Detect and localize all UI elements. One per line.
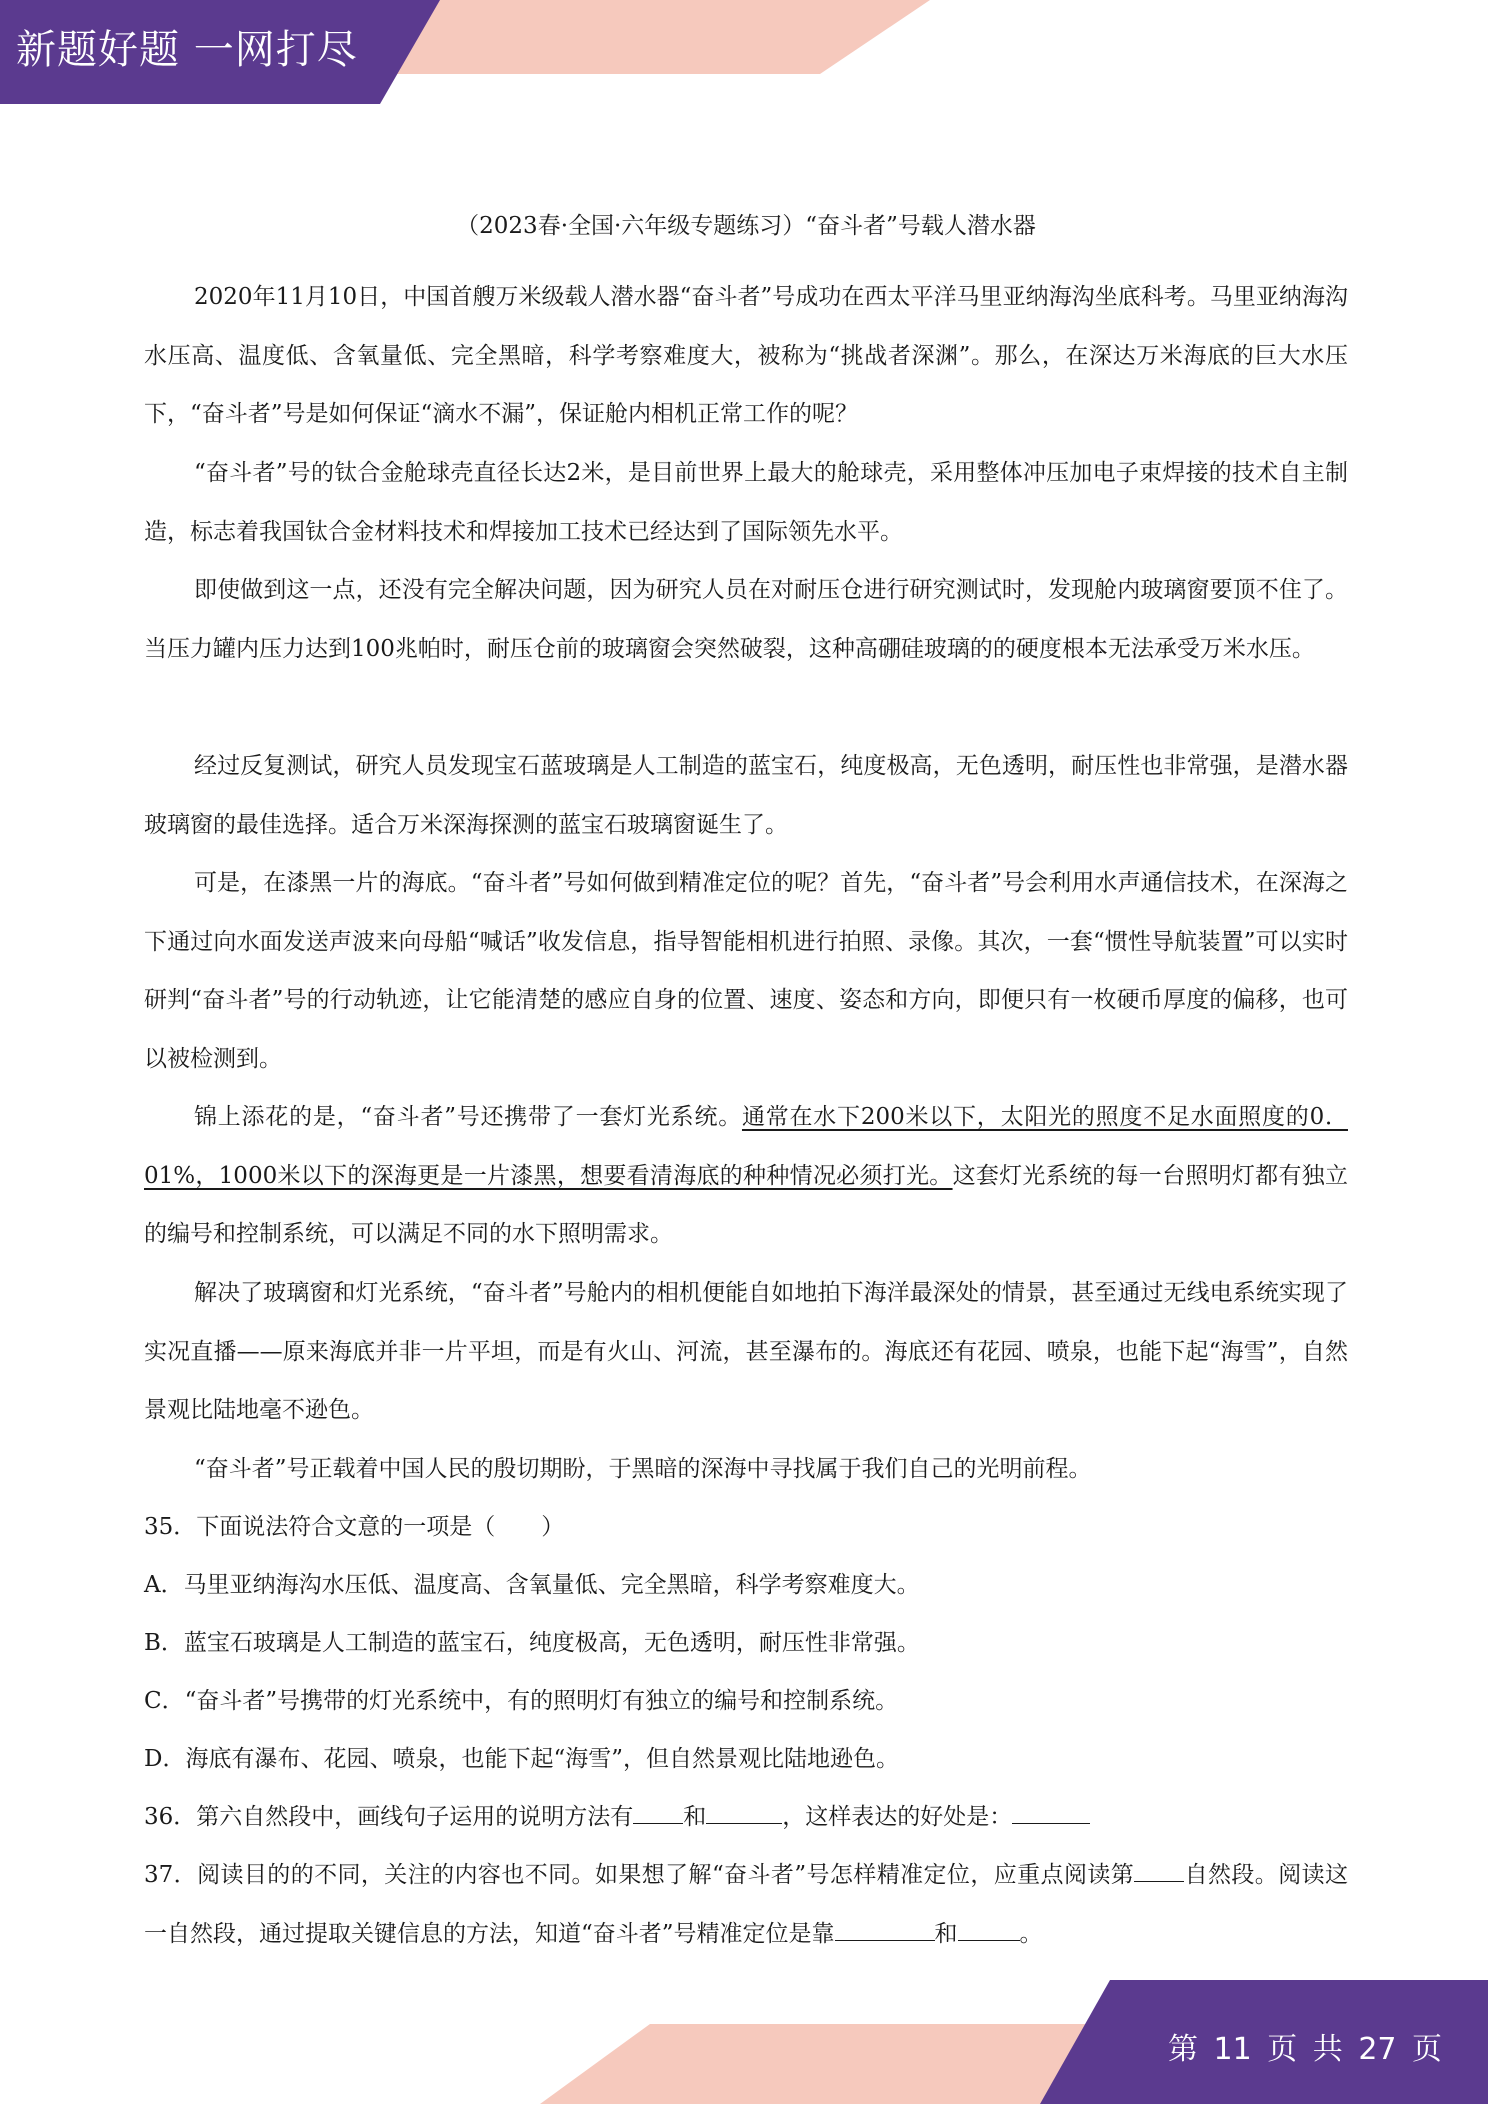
question-37	[144, 1846, 1348, 1963]
question-37-text-4: 。	[1019, 1920, 1043, 1947]
question-36-text-1: 36．第六自然段中，画线句子运用的说明方法有	[144, 1804, 634, 1830]
paragraph-5: 可是，在漆黑一片的海底。“奋斗者”号如何做到精准定位的呢？首先，“奋斗者”号会利用水声通信技术，在深海之下通过向水面发送声波来向母船“喊话”收发信息，指导智能相机进行拍照、录像。其次，一套“惯性导航装置”可以实时研判“奋斗者”号的行动轨迹，让它能清楚的感应自身的位置、速度、姿态和方向，即便只有一枚硬币厚度的偏移，也可以被检测到。	[144, 870, 1348, 1072]
question-37-text-1: 37．阅读目的的不同，关注的内容也不同。如果想了解“奋斗者”号怎样精准定位，应重点阅读第	[144, 1862, 1135, 1888]
question-36	[144, 1788, 1348, 1847]
header-banner-title: 新题好题 一网打尽	[16, 27, 358, 73]
question-35-option-c[interactable]: C．“奋斗者”号携带的灯光系统中，有的照明灯有独立的编号和控制系统。	[144, 1688, 899, 1714]
paragraph-6-lead: 锦上添花的是，“奋斗者”号还携带了一套灯光系统。	[194, 1104, 742, 1130]
passage-title: （2023春·全国·六年级专题练习）“奋斗者”号载人潜水器	[456, 213, 1036, 239]
question-35-stem: 35．下面说法符合文意的一项是（ ）	[144, 1514, 565, 1540]
answer-blank[interactable]	[835, 1918, 935, 1941]
answer-blank[interactable]	[958, 1918, 1020, 1941]
paragraph-4: 经过反复测试，研究人员发现宝石蓝玻璃是人工制造的蓝宝石，纯度极高，无色透明，耐压性也非常强，是潜水器玻璃窗的最佳选择。适合万米深海探测的蓝宝石玻璃窗诞生了。	[144, 753, 1348, 838]
underlined-sentence: 通常在水下200米以下，太阳光的照度不足水面照度的0．01%，1000米以下的深海更是一片漆黑，想要看清海底的种种情况必须打光。	[144, 1104, 1348, 1189]
paragraph-6-tail: 这套灯光系统的每一台照明灯都有独立的编号和控制系统，可以满足不同的水下照明需求。	[144, 1162, 1349, 1247]
question-35-option-a[interactable]: A．马里亚纳海沟水压低、温度高、含氧量低、完全黑暗，科学考察难度大。	[144, 1572, 920, 1598]
question-37-text-2: 自然段。阅读这一自然段，通过提取关键信息的方法，知道“奋斗者”号精准定位是靠	[144, 1862, 1349, 1947]
answer-blank[interactable]	[706, 1801, 782, 1824]
question-35-option-b[interactable]: B．蓝宝石玻璃是人工制造的蓝宝石，纯度极高，无色透明，耐压性非常强。	[144, 1630, 920, 1656]
answer-blank[interactable]	[1012, 1801, 1090, 1824]
paragraph-2: “奋斗者”号的钛合金舱球壳直径长达2米，是目前世界上最大的舱球壳，采用整体冲压加电子束焊接的技术自主制造，标志着我国钛合金材料技术和焊接加工技术已经达到了国际领先水平。	[144, 460, 1348, 545]
question-35-option-d[interactable]: D．海底有瀑布、花园、喷泉，也能下起“海雪”，但自然景观比陆地逊色。	[144, 1746, 899, 1772]
paragraph-8: “奋斗者”号正载着中国人民的殷切期盼，于黑暗的深海中寻找属于我们自己的光明前程。	[194, 1456, 1092, 1482]
answer-blank[interactable]	[1134, 1859, 1184, 1882]
question-36-text-2: 和	[683, 1804, 707, 1830]
page-number-label: 第 11 页 共 27 页	[1168, 2032, 1443, 2067]
paragraph-6	[144, 1088, 1348, 1264]
question-37-text-3: 和	[934, 1920, 958, 1947]
paragraph-3: 即使做到这一点，还没有完全解决问题，因为研究人员在对耐压仓进行研究测试时，发现舱内玻璃窗要顶不住了。当压力罐内压力达到100兆帕时，耐压仓前的玻璃窗会突然破裂，这种高硼硅玻璃的的硬度根本无法承受万米水压。	[144, 577, 1348, 662]
question-36-text-3: ，这样表达的好处是：	[782, 1804, 1013, 1830]
paragraph-7: 解决了玻璃窗和灯光系统，“奋斗者”号舱内的相机便能自如地拍下海洋最深处的情景，甚至通过无线电系统实现了实况直播——原来海底并非一片平坦，而是有火山、河流，甚至瀑布的。海底还有花园、喷泉，也能下起“海雪”，自然景观比陆地毫不逊色。	[144, 1280, 1348, 1423]
paragraph-1: 2020年11月10日，中国首艘万米级载人潜水器“奋斗者”号成功在西太平洋马里亚纳海沟坐底科考。马里亚纳海沟水压高、温度低、含氧量低、完全黑暗，科学考察难度大，被称为“挑战者深渊”。那么，在深达万米海底的巨大水压下，“奋斗者”号是如何保证“滴水不漏”，保证舱内相机正常工作的呢？	[144, 284, 1348, 427]
answer-blank[interactable]	[633, 1801, 683, 1824]
